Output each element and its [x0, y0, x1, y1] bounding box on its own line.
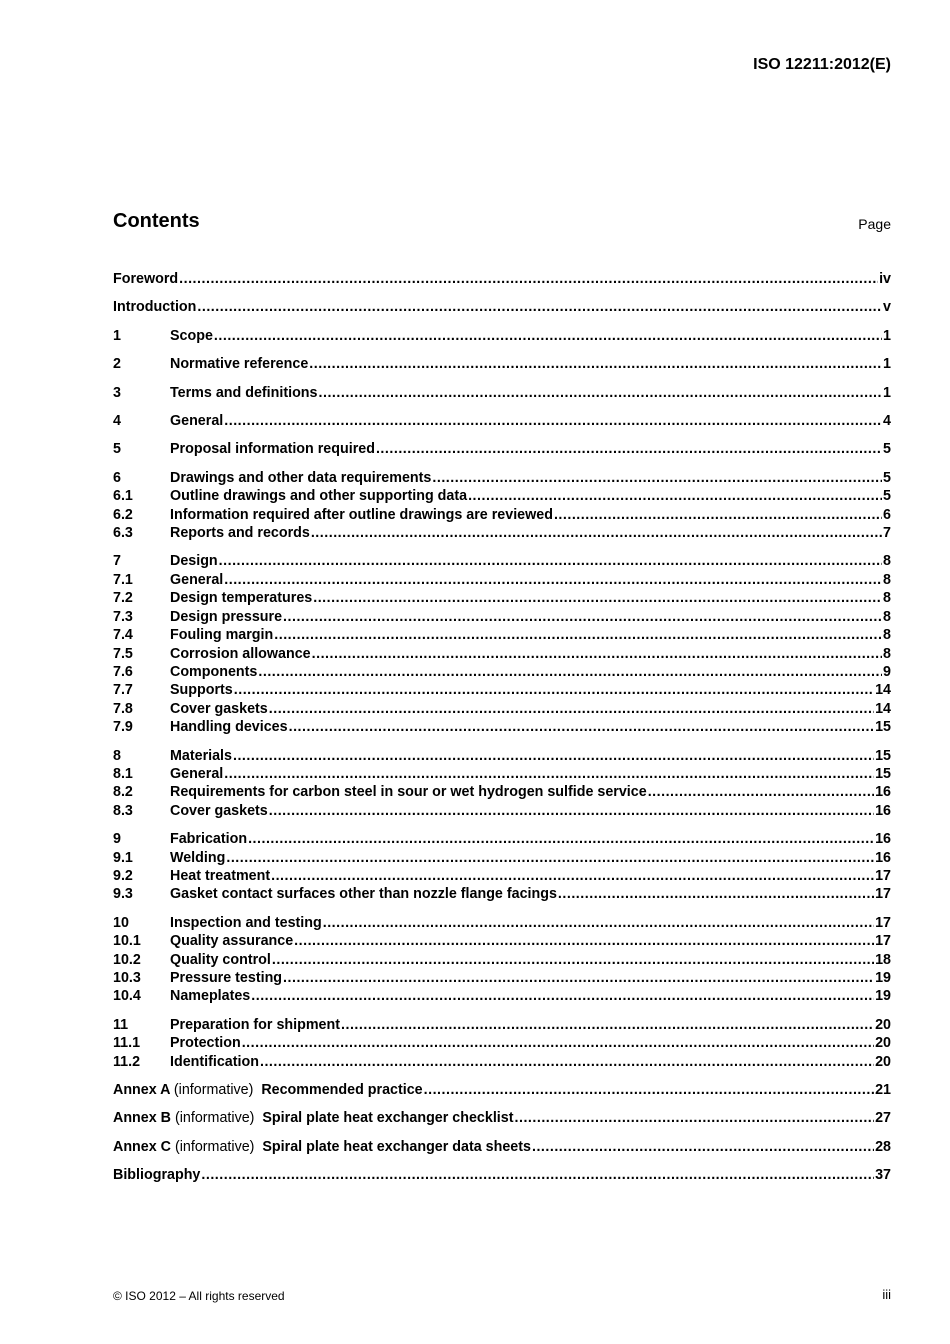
toc-entry-page: 8 — [883, 627, 891, 644]
toc-entry-number: 1 — [113, 327, 121, 344]
toc-entry-number: 7.1 — [113, 571, 133, 588]
toc-entry-title — [113, 1138, 531, 1156]
toc-entry[interactable] — [113, 552, 891, 570]
toc-entry[interactable] — [113, 626, 891, 644]
toc-entry[interactable] — [113, 849, 891, 867]
toc-group — [113, 1138, 891, 1156]
toc-entry[interactable] — [113, 951, 891, 969]
toc-entry-title: Normative reference — [170, 356, 309, 373]
dot-leader — [197, 298, 882, 316]
toc-entry-title: Bibliography — [113, 1167, 201, 1184]
toc-entry-title: Preparation for shipment — [170, 1016, 340, 1033]
dot-leader — [294, 932, 874, 950]
toc-entry-number: 6.2 — [113, 506, 133, 523]
toc-group — [113, 469, 891, 543]
toc-group — [113, 1109, 891, 1127]
toc-entry[interactable] — [113, 327, 891, 345]
toc-entry-title: Outline drawings and other supporting data — [170, 488, 468, 505]
toc-entry-title: Nameplates — [170, 988, 251, 1005]
toc-entry-number: 5 — [113, 441, 121, 458]
toc-entry-page: 17 — [875, 867, 891, 884]
toc-entry[interactable] — [113, 681, 891, 699]
toc-entry[interactable] — [113, 914, 891, 932]
toc-entry-title: Materials — [170, 747, 232, 764]
annex-type: (informative) — [174, 1138, 255, 1155]
toc-entry-number: 9 — [113, 831, 121, 848]
toc-entry[interactable] — [113, 969, 891, 987]
toc-entry[interactable] — [113, 355, 891, 373]
toc-entry-page: iv — [879, 271, 891, 287]
toc-entry-page: 21 — [875, 1082, 891, 1099]
toc-entry-page: 8 — [883, 608, 891, 625]
toc-entry-title: Identification — [170, 1053, 259, 1070]
toc-entry-title: Quality control — [170, 951, 271, 968]
toc-entry-page: 17 — [875, 914, 891, 931]
toc-entry-number: 9.1 — [113, 849, 133, 866]
toc-entry[interactable] — [113, 1109, 891, 1127]
toc-entry-page: 5 — [883, 488, 891, 505]
toc-entry[interactable] — [113, 1016, 891, 1034]
toc-entry-number: 7.9 — [113, 719, 133, 736]
toc-entry[interactable] — [113, 867, 891, 885]
dot-leader — [313, 589, 882, 607]
toc-entry-title: Heat treatment — [170, 867, 271, 884]
dot-leader — [558, 885, 874, 903]
toc-entry-title: Cover gaskets — [170, 700, 268, 717]
dot-leader — [312, 645, 882, 663]
toc-entry-number: 8 — [113, 747, 121, 764]
toc-group — [113, 1016, 891, 1071]
toc-entry[interactable] — [113, 571, 891, 589]
toc-entry[interactable] — [113, 524, 891, 542]
toc-entry-page: 16 — [875, 849, 891, 866]
toc-entry-title: Proposal information required — [170, 441, 375, 458]
toc-entry-page: 6 — [883, 506, 891, 523]
page-column-label: Page — [858, 216, 891, 232]
toc-entry-page: 8 — [883, 553, 891, 570]
toc-entry[interactable] — [113, 830, 891, 848]
dot-leader — [214, 327, 882, 345]
dot-leader — [248, 830, 874, 848]
dot-leader — [179, 270, 878, 288]
annex-label: Annex B — [113, 1110, 171, 1127]
toc-entry[interactable] — [113, 1166, 891, 1184]
toc-entry-title: Introduction — [113, 299, 197, 316]
toc-entry-number: 6 — [113, 469, 121, 486]
toc-entry-number: 8.1 — [113, 765, 133, 782]
dot-leader — [648, 783, 874, 801]
toc-entry[interactable] — [113, 506, 891, 524]
toc-group — [113, 1081, 891, 1099]
toc-entry-number: 10.4 — [113, 988, 141, 1005]
dot-leader — [309, 355, 882, 373]
dot-leader — [311, 524, 882, 542]
toc-entry-page: 15 — [875, 747, 891, 764]
toc-entry-number: 2 — [113, 356, 121, 373]
toc-entry-number: 11.1 — [113, 1035, 141, 1052]
dot-leader — [269, 700, 874, 718]
toc-entry-number: 7 — [113, 553, 121, 570]
toc-entry-title: Requirements for carbon steel in sour or wet hydrogen sulfide service — [170, 784, 647, 801]
toc-entry-number: 7.7 — [113, 682, 133, 699]
toc-entry[interactable] — [113, 469, 891, 487]
toc-entry-page: 1 — [883, 356, 891, 373]
toc-entry-title: Welding — [170, 849, 226, 866]
toc-entry[interactable] — [113, 298, 891, 316]
toc-entry-number: 6.3 — [113, 525, 133, 542]
toc-entry[interactable] — [113, 885, 891, 903]
dot-leader — [219, 552, 882, 570]
toc-group — [113, 914, 891, 1006]
toc-entry-title: Design pressure — [170, 608, 283, 625]
toc-entry-page: 9 — [883, 663, 891, 680]
toc-entry-page: 37 — [875, 1167, 891, 1184]
toc-entry-title: Supports — [170, 682, 233, 699]
toc-entry-page: 28 — [875, 1138, 891, 1155]
table-of-contents — [113, 270, 891, 1195]
toc-entry[interactable] — [113, 1081, 891, 1099]
dot-leader — [226, 849, 874, 867]
toc-entry-title — [113, 1081, 423, 1099]
toc-entry-page: 20 — [875, 1053, 891, 1070]
toc-group — [113, 412, 891, 430]
toc-entry-title: Components — [170, 663, 258, 680]
dot-leader — [432, 469, 882, 487]
toc-entry-number: 7.3 — [113, 608, 133, 625]
dot-leader — [376, 440, 882, 458]
toc-entry-page: 16 — [875, 831, 891, 848]
toc-entry-number: 10.2 — [113, 951, 141, 968]
dot-leader — [272, 951, 874, 969]
annex-title: Recommended practice — [261, 1082, 423, 1099]
dot-leader — [260, 1053, 874, 1071]
toc-entry-title: Reports and records — [170, 525, 310, 542]
toc-entry-page: 8 — [883, 645, 891, 662]
toc-entry-page: 1 — [883, 384, 891, 401]
toc-entry-title: Drawings and other data requirements — [170, 469, 432, 486]
toc-entry-title — [113, 1109, 514, 1127]
toc-entry-title: Scope — [170, 327, 213, 344]
toc-entry-title: Cover gaskets — [170, 802, 268, 819]
toc-entry-number: 11.2 — [113, 1053, 141, 1070]
toc-entry-number: 11 — [113, 1016, 129, 1033]
toc-entry-page: 19 — [875, 970, 891, 986]
document-id: ISO 12211:2012(E) — [753, 56, 891, 73]
toc-entry[interactable] — [113, 645, 891, 663]
toc-entry-title: Foreword — [113, 271, 179, 287]
toc-entry-page: 17 — [875, 886, 891, 903]
annex-label: Annex A — [113, 1082, 170, 1099]
toc-group — [113, 747, 891, 821]
toc-entry-page: 5 — [883, 441, 891, 458]
dot-leader — [323, 914, 874, 932]
toc-entry-title: Inspection and testing — [170, 914, 322, 931]
toc-entry-page: 16 — [875, 802, 891, 819]
toc-group — [113, 298, 891, 316]
toc-entry[interactable] — [113, 932, 891, 950]
dot-leader — [554, 506, 882, 524]
toc-entry[interactable] — [113, 384, 891, 402]
dot-leader — [532, 1138, 874, 1156]
dot-leader — [269, 802, 874, 820]
dot-leader — [233, 747, 874, 765]
toc-entry-number: 7.5 — [113, 645, 133, 662]
toc-entry-page: 14 — [875, 682, 891, 699]
toc-group — [113, 327, 891, 345]
toc-entry[interactable] — [113, 440, 891, 458]
toc-group — [113, 830, 891, 904]
toc-entry[interactable] — [113, 270, 891, 288]
toc-entry-number: 9.3 — [113, 886, 133, 903]
toc-entry[interactable] — [113, 700, 891, 718]
toc-entry[interactable] — [113, 487, 891, 505]
toc-entry-title: Fouling margin — [170, 627, 274, 644]
annex-title: Spiral plate heat exchanger data sheets — [262, 1138, 531, 1155]
toc-entry[interactable] — [113, 1138, 891, 1156]
toc-entry-title: Protection — [170, 1035, 241, 1052]
toc-entry-number: 10.1 — [113, 933, 141, 950]
toc-entry[interactable] — [113, 783, 891, 801]
toc-entry[interactable] — [113, 589, 891, 607]
dot-leader — [234, 681, 874, 699]
dot-leader — [258, 663, 882, 681]
toc-group — [113, 270, 891, 288]
toc-group — [113, 1166, 891, 1184]
toc-entry-number: 3 — [113, 384, 121, 401]
toc-entry-number: 7.2 — [113, 590, 133, 607]
toc-entry[interactable] — [113, 747, 891, 765]
toc-group — [113, 440, 891, 458]
toc-group — [113, 384, 891, 402]
toc-entry-page: 1 — [883, 327, 891, 344]
toc-entry-number: 7.8 — [113, 700, 133, 717]
toc-entry-title: Fabrication — [170, 831, 248, 848]
toc-entry[interactable] — [113, 1034, 891, 1052]
toc-entry-title: Information required after outline drawings are reviewed — [170, 506, 553, 523]
toc-entry[interactable] — [113, 802, 891, 820]
toc-entry-number: 4 — [113, 413, 121, 430]
toc-entry-title: Design — [170, 553, 218, 570]
annex-label: Annex C — [113, 1138, 171, 1155]
toc-entry-number: 6.1 — [113, 488, 133, 505]
toc-entry-title: Handling devices — [170, 719, 288, 736]
toc-entry-page: 15 — [875, 765, 891, 782]
dot-leader — [271, 867, 874, 885]
dot-leader — [341, 1016, 874, 1034]
toc-entry-page: 17 — [875, 933, 891, 950]
toc-entry-title: Pressure testing — [170, 970, 283, 986]
toc-entry[interactable] — [113, 765, 891, 783]
toc-entry-page: 14 — [875, 700, 891, 717]
toc-entry[interactable] — [113, 1053, 891, 1071]
annex-type: (informative) — [173, 1082, 254, 1099]
toc-entry[interactable] — [113, 663, 891, 681]
dot-leader — [289, 718, 875, 736]
toc-entry-title: Design temperatures — [170, 590, 313, 607]
annex-type: (informative) — [174, 1110, 255, 1127]
toc-entry-number: 8.2 — [113, 784, 133, 801]
toc-entry-title: Quality assurance — [170, 933, 294, 950]
page-number: iii — [882, 1287, 891, 1302]
annex-title: Spiral plate heat exchanger checklist — [262, 1110, 514, 1127]
dot-leader — [283, 969, 874, 987]
toc-entry-page: 20 — [875, 1035, 891, 1052]
toc-entry-title: General — [170, 571, 224, 588]
dot-leader — [424, 1081, 874, 1099]
toc-entry[interactable] — [113, 608, 891, 626]
dot-leader — [283, 608, 882, 626]
toc-entry-page: 5 — [883, 469, 891, 486]
toc-group — [113, 355, 891, 373]
dot-leader — [242, 1034, 874, 1052]
toc-entry-title: General — [170, 765, 224, 782]
dot-leader — [224, 571, 882, 589]
dot-leader — [274, 626, 882, 644]
dot-leader — [319, 384, 883, 402]
toc-entry-page: 8 — [883, 571, 891, 588]
dot-leader — [201, 1166, 874, 1184]
toc-entry[interactable] — [113, 718, 891, 736]
toc-entry[interactable] — [113, 412, 891, 430]
toc-entry-page: v — [883, 299, 891, 316]
toc-entry-number: 10 — [113, 914, 129, 931]
toc-entry-title: Gasket contact surfaces other than nozzle flange facings — [170, 886, 557, 903]
contents-heading: Contents — [113, 210, 200, 232]
toc-entry-page: 8 — [883, 590, 891, 607]
copyright-notice: © ISO 2012 – All rights reserved — [113, 1289, 285, 1303]
toc-entry-title: Corrosion allowance — [170, 645, 311, 662]
toc-entry-page: 19 — [875, 988, 891, 1005]
toc-group — [113, 552, 891, 736]
toc-entry-number: 9.2 — [113, 867, 133, 884]
dot-leader — [468, 487, 882, 505]
dot-leader — [251, 987, 874, 1005]
toc-entry-title: General — [170, 413, 224, 430]
dot-leader — [224, 412, 882, 430]
toc-entry-page: 18 — [875, 951, 891, 968]
toc-entry-page: 27 — [875, 1110, 891, 1127]
toc-entry-page: 15 — [875, 719, 891, 736]
toc-entry-number: 8.3 — [113, 802, 133, 819]
toc-entry-page: 16 — [875, 784, 891, 801]
toc-entry-page: 20 — [875, 1016, 891, 1033]
toc-entry-page: 7 — [883, 525, 891, 542]
toc-entry-number: 10.3 — [113, 970, 141, 986]
toc-entry[interactable] — [113, 987, 891, 1005]
dot-leader — [224, 765, 874, 783]
toc-entry-number: 7.6 — [113, 663, 133, 680]
toc-entry-number: 7.4 — [113, 627, 133, 644]
toc-entry-page: 4 — [883, 413, 891, 430]
dot-leader — [515, 1109, 875, 1127]
toc-entry-title: Terms and definitions — [170, 384, 318, 401]
